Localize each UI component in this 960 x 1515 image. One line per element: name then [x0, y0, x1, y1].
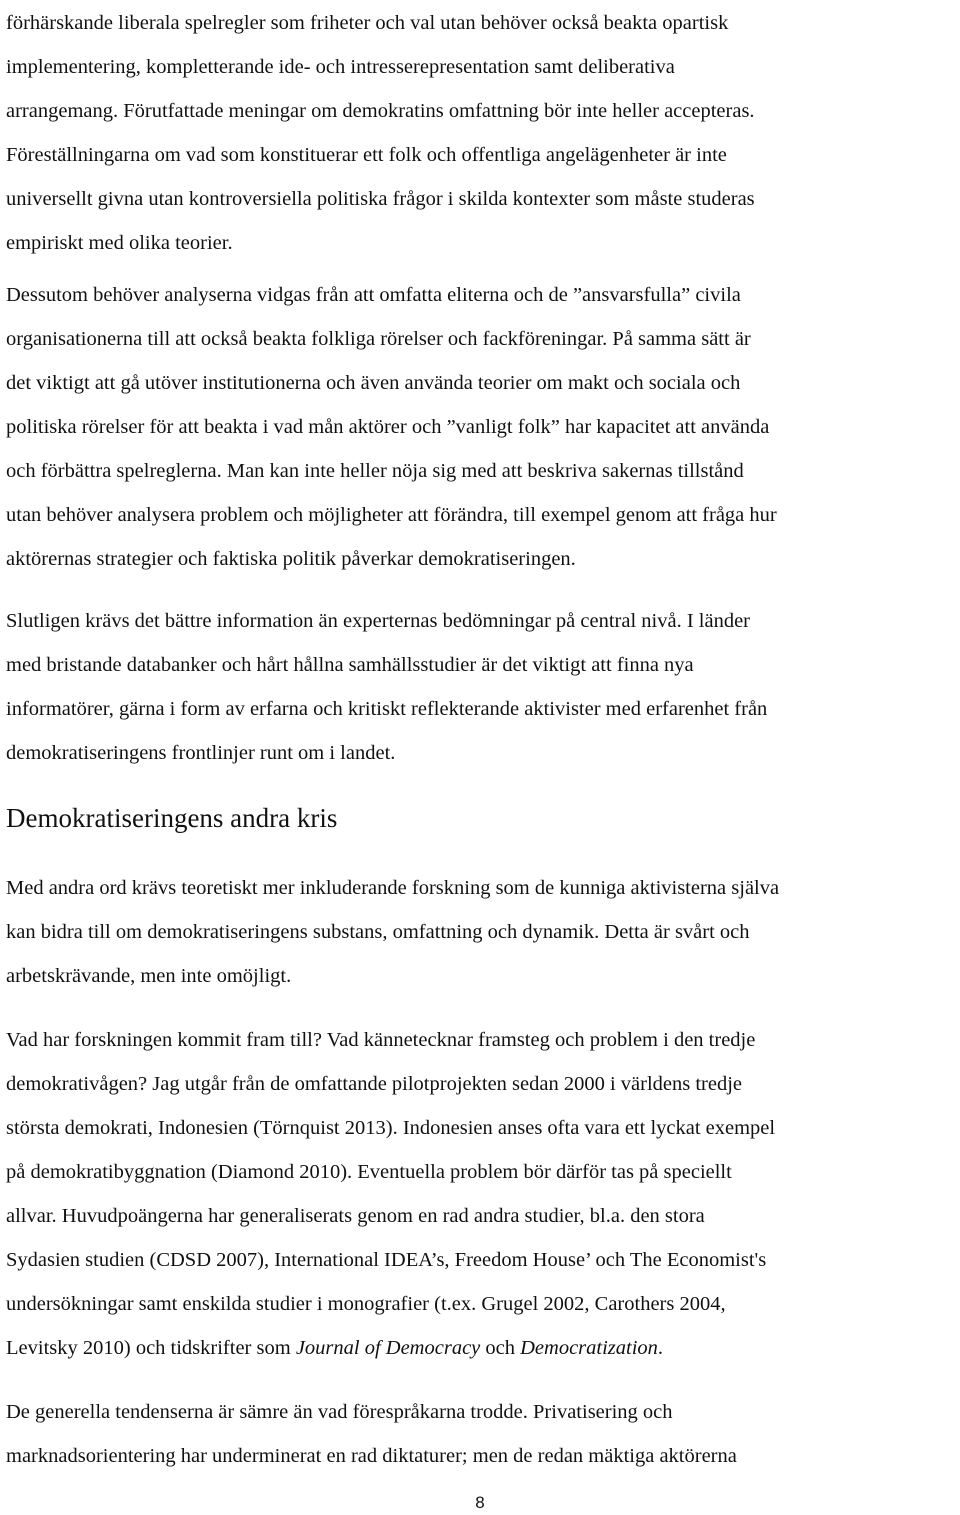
text-line: arbetskrävande, men inte omöjligt.: [6, 965, 292, 987]
text-line: universellt givna utan kontroversiella politiska frågor i skilda kontexter som måste studeras: [6, 188, 755, 210]
paragraph-general-tendencies: [6, 1390, 958, 1478]
text-line: empiriskt med olika teorier.: [6, 232, 233, 254]
text-fragment: .: [657, 1337, 664, 1359]
journal-title: Democratization: [520, 1337, 658, 1359]
text-line: organisationerna till att också beakta folkliga rörelser och fackföreningar. På samma sätt är: [6, 328, 751, 350]
text-line: informatörer, gärna i form av erfarna och kritiskt reflekterande aktivister med erfarenhet från: [6, 698, 768, 720]
text-line: förhärskande liberala spelregler som friheter och val utan behöver också beakta opartisk: [6, 12, 729, 34]
text-fragment: Levitsky 2010) och tidskrifter som: [6, 1337, 296, 1359]
text-line: Slutligen krävs det bättre information än experternas bedömningar på central nivå. I länder: [6, 610, 750, 632]
text-line: allvar. Huvudpoängerna har generaliserats genom en rad andra studier, bl.a. den stora: [6, 1205, 705, 1227]
text-line: arrangemang. Förutfattade meningar om demokratins omfattning bör inte heller accepteras.: [6, 100, 755, 122]
text-line: på demokratibyggnation (Diamond 2010). Eventuella problem bör därför tas på speciellt: [6, 1161, 732, 1183]
text-line: Dessutom behöver analyserna vidgas från att omfatta eliterna och de ”ansvarsfulla” civila: [6, 284, 741, 306]
text-line: med bristande databanker och hårt hållna samhällsstudier är det viktigt att finna nya: [6, 654, 694, 676]
section-heading: Demokratiseringens andra kris: [6, 803, 338, 833]
text-line: det viktigt att gå utöver institutionerna och även använda teorier om makt och sociala och: [6, 372, 741, 394]
text-line: kan bidra till om demokratiseringens substans, omfattning och dynamik. Detta är svårt och: [6, 921, 750, 943]
text-line: Föreställningarna om vad som konstituerar ett folk och offentliga angelägenheter är inte: [6, 144, 727, 166]
text-line: demokrativågen? Jag utgår från de omfattande pilotprojekten sedan 2000 i världens tredje: [6, 1073, 743, 1095]
text-line: Vad har forskningen kommit fram till? Vad kännetecknar framsteg och problem i den tredje: [6, 1029, 756, 1051]
text-line: implementering, kompletterande ide- och intresserepresentation samt deliberativa: [6, 56, 675, 78]
text-line: undersökningar samt enskilda studier i monografier (t.ex. Grugel 2002, Carothers 2004,: [6, 1293, 726, 1315]
text-line: största demokrati, Indonesien (Törnquist 2013). Indonesien anses ofta vara ett lyckat exempel: [6, 1117, 776, 1139]
text-line: Med andra ord krävs teoretiskt mer inkluderande forskning som de kunniga aktivisterna själva: [6, 877, 780, 899]
paragraph-inclusive-research: [6, 866, 958, 998]
text-line: politiska rörelser för att beakta i vad mån aktörer och ”vanligt folk” har kapacitet att använda: [6, 416, 770, 438]
page-number: 8: [475, 1493, 485, 1512]
journal-title: Journal of Democracy: [295, 1337, 481, 1359]
text-line: aktörernas strategier och faktiska politik påverkar demokratiseringen.: [6, 548, 576, 570]
text-line: Sydasien studien (CDSD 2007), International IDEA’s, Freedom House’ och The Economist's: [6, 1249, 767, 1271]
text-line: och förbättra spelreglerna. Man kan inte heller nöja sig med att beskriva sakernas tillstånd: [6, 460, 744, 482]
text-line: demokratiseringens frontlinjer runt om i landet.: [6, 742, 396, 764]
text-line: marknadsorientering har underminerat en rad diktaturer; men de redan mäktiga aktörerna: [6, 1445, 737, 1467]
text-line: De generella tendenserna är sämre än vad förespråkarna trodde. Privatisering och: [6, 1401, 673, 1423]
paragraph-liberal-rules: [6, 1, 958, 265]
text-line-journals: [6, 1326, 958, 1370]
text-line: utan behöver analysera problem och möjligheter att förändra, till exempel genom att fråga hur: [6, 504, 777, 526]
text-fragment: och: [480, 1337, 521, 1359]
paragraph-better-information: [6, 599, 958, 775]
paragraph-widen-analyses: [6, 273, 958, 581]
paragraph-research-findings: [6, 1018, 958, 1370]
